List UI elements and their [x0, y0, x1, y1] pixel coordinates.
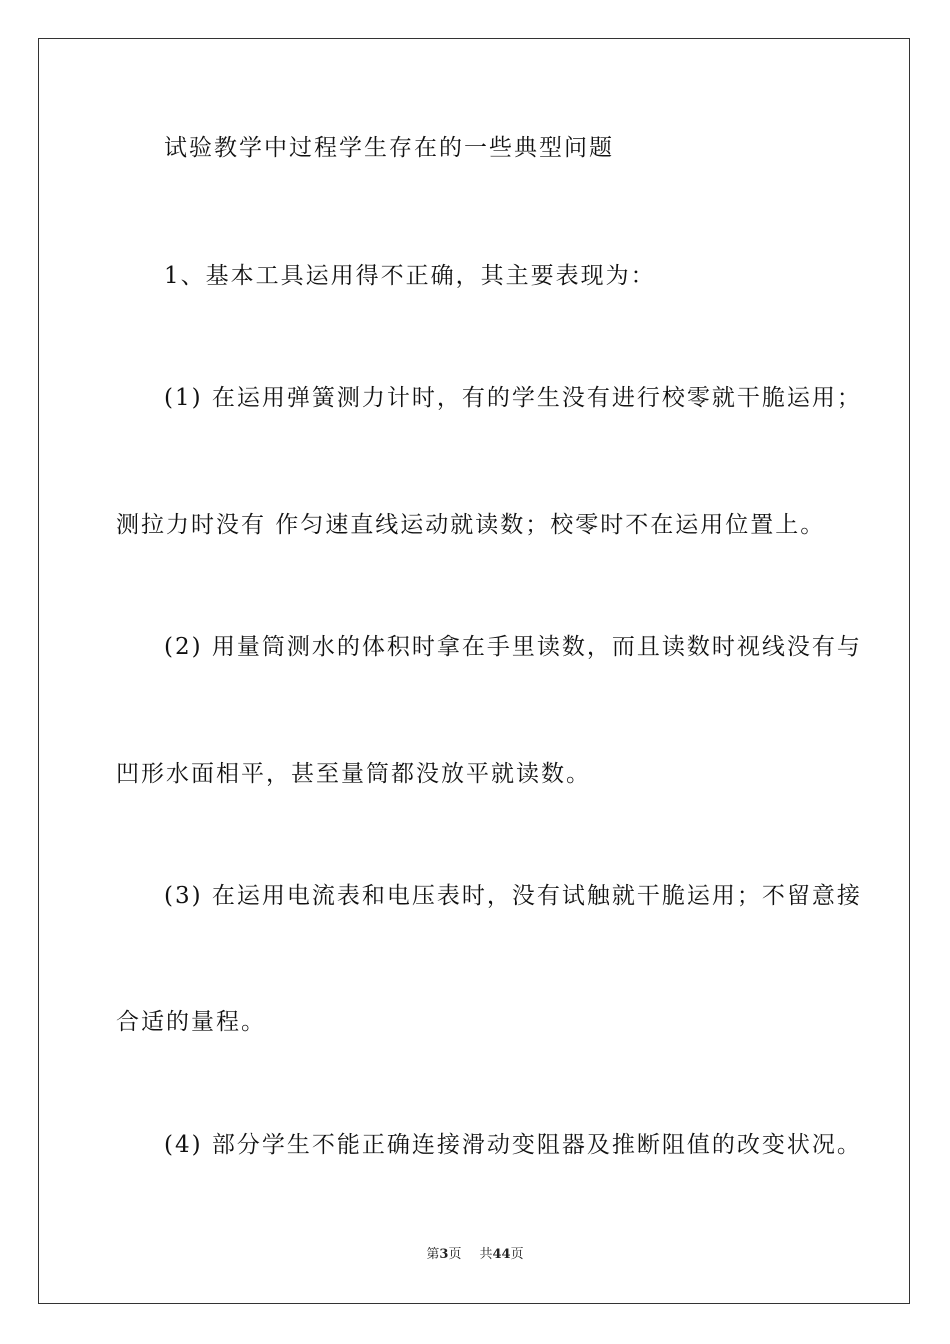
- footer-page-prefix: 第: [426, 1247, 440, 1262]
- page-border: [38, 38, 910, 1304]
- page-footer: [0, 1246, 950, 1264]
- item-2-line-2: 凹形水面相平，甚至量筒都没放平就读数。: [116, 761, 591, 787]
- item-3-line-2: 合适的量程。: [116, 1009, 266, 1035]
- footer-page-suffix: 页: [448, 1247, 462, 1262]
- item-1-line-1: (1) 在运用弹簧测力计时，有的学生没有进行校零就干脆运用；: [164, 385, 862, 411]
- footer-total-prefix: 共: [479, 1247, 493, 1262]
- footer-total-suffix: 页: [510, 1247, 524, 1262]
- footer-total-pages: 44: [492, 1247, 511, 1262]
- item-1-line-2: 测拉力时没有 作匀速直线运动就读数；校零时不在运用位置上。: [116, 512, 826, 538]
- item-2-line-1: (2) 用量筒测水的体积时拿在手里读数，而且读数时视线没有与: [164, 634, 862, 660]
- footer-page-number: 3: [439, 1247, 449, 1262]
- document-heading: 试验教学中过程学生存在的一些典型问题: [164, 135, 614, 161]
- section-1-title: 1、基本工具运用得不正确，其主要表现为：: [164, 263, 656, 289]
- item-4-line-1: (4) 部分学生不能正确连接滑动变阻器及推断阻值的改变状况。: [164, 1132, 862, 1158]
- item-3-line-1: (3) 在运用电流表和电压表时，没有试触就干脆运用；不留意接: [164, 883, 862, 909]
